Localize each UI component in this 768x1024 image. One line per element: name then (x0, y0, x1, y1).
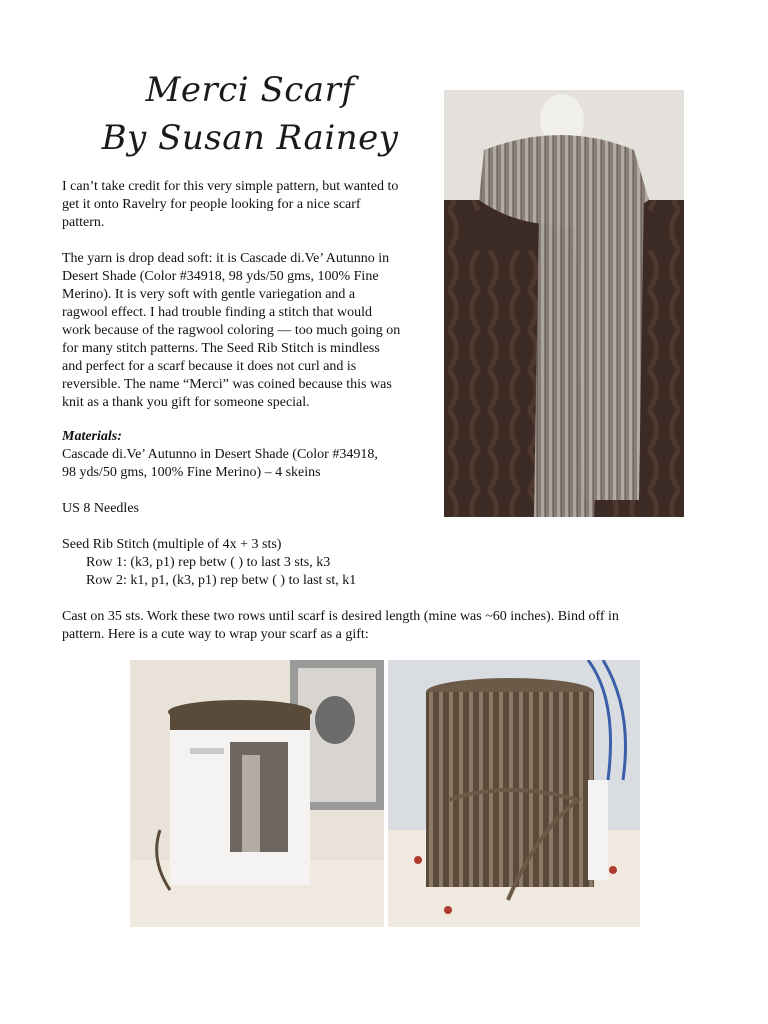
text-line: work because of the ragwool coloring — too much going on (62, 323, 401, 338)
stitch-heading: Seed Rib Stitch (multiple of 4x + 3 sts) (62, 537, 282, 552)
text-line: knit as a thank you gift for someone special. (62, 395, 310, 410)
text-line: Desert Shade (Color #34918, 98 yds/50 gms, 100% Fine (62, 269, 379, 284)
stitch-row-2: Row 2: k1, p1, (k3, p1) rep betw ( ) to last st, k1 (86, 573, 357, 588)
text-line: and perfect for a scarf because it does not curl and is (62, 359, 357, 374)
gift-wrap-front-illustration (130, 660, 384, 927)
cast-on-paragraph (62, 608, 712, 644)
stitch-row-1: Row 1: (k3, p1) rep betw ( ) to last 3 sts, k3 (86, 555, 331, 570)
materials-heading: Materials: (62, 429, 122, 444)
text-line: pattern. Here is a cute way to wrap your scarf as a gift: (62, 627, 369, 642)
text-line: pattern. (62, 215, 105, 230)
materials-section (62, 428, 422, 482)
intro-paragraph (62, 178, 432, 232)
gift-wrap-photo-front (130, 660, 384, 927)
text-line: 98 yds/50 gms, 100% Fine Merino) – 4 skeins (62, 465, 321, 480)
needles-line: US 8 Needles (62, 501, 139, 516)
text-line: The yarn is drop dead soft: it is Cascade di.Ve’ Autunno in (62, 251, 390, 266)
pattern-title: Merci Scarf (145, 70, 355, 110)
text-line: I can’t take credit for this very simple pattern, but wanted to (62, 179, 399, 194)
text-line: Cascade di.Ve’ Autunno in Desert Shade (Color #34918, (62, 447, 378, 462)
stitch-section (62, 536, 462, 590)
pattern-author: By Susan Rainey (101, 118, 399, 158)
gift-wrap-back-illustration (388, 660, 640, 927)
text-line: Merino). It is very soft with gentle variegation and a (62, 287, 356, 302)
yarn-paragraph (62, 250, 422, 412)
scarf-photo-illustration (444, 90, 684, 517)
text-line: ragwool effect. I had trouble finding a stitch that would (62, 305, 372, 320)
gift-wrap-photo-back (388, 660, 640, 927)
scarf-on-mannequin-photo (444, 90, 684, 517)
text-line: reversible. The name “Merci” was coined because this was (62, 377, 392, 392)
text-line: get it onto Ravelry for people looking for a nice scarf (62, 197, 361, 212)
text-line: Cast on 35 sts. Work these two rows until scarf is desired length (mine was ~60 inches). Bind off in (62, 609, 619, 624)
text-line: for many stitch patterns. The Seed Rib Stitch is mindless (62, 341, 380, 356)
